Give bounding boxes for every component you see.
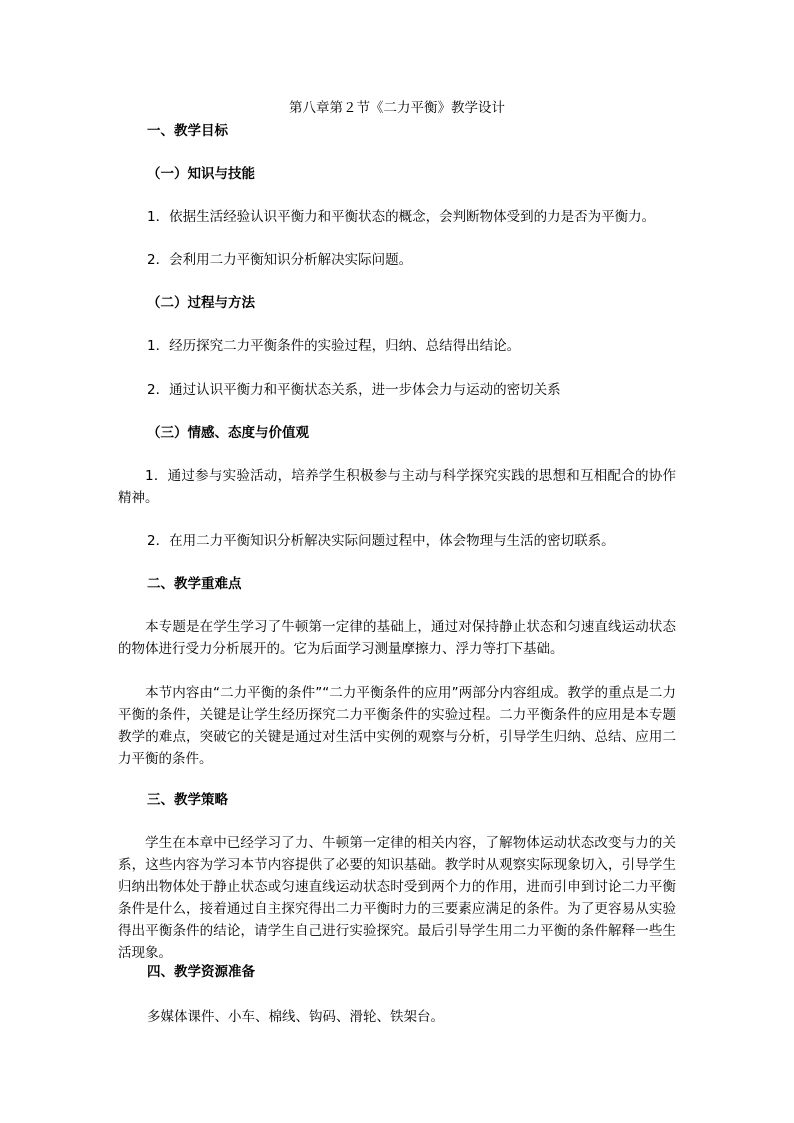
body-paragraph xyxy=(118,682,676,770)
objective-item-text: 1．通过参与实验活动，培养学生积极参与主动与科学探究实践的思想和互相配合的协作精神。 xyxy=(118,468,676,506)
section-heading-resources: 四、教学资源准备 xyxy=(147,964,255,980)
body-paragraph: 多媒体课件、小车、棉线、钩码、滑轮、铁架台。 xyxy=(147,1009,444,1025)
paragraph-text: 本专题是在学生学习了牛顿第一定律的基础上，通过对保持静止状态和匀速直线运动状态的物体进行受力分析展开的。它为后面学习测量摩擦力、浮力等打下基础。 xyxy=(118,619,676,657)
paragraph-text: 学生在本章中已经学习了力、牛顿第一定律的相关内容，了解物体运动状态改变与力的关系，这些内容为学习本节内容提供了必要的知识基础。教学时从观察实际现象切入，引导学生归纳出物体处于静止状态或匀速直线运动状态时受到两个力的作用，进而引申到讨论二力平衡条件是什么，接着通过自主探究得出二力平衡时力的三要素应满足的条件。为了更容易从实验得出平衡条件的结论，请学生自己进行实验探究。最后引导学生用二力平衡的条件解释一些生活现象。 xyxy=(118,835,676,961)
objective-item: 1．经历探究二力平衡条件的实验过程，归纳、总结得出结论。 xyxy=(147,338,521,354)
objective-item: 2．在用二力平衡知识分析解决实际问题过程中，体会物理与生活的密切联系。 xyxy=(147,533,615,549)
section-heading-strategy: 三、教学策略 xyxy=(147,792,228,808)
paragraph-text: 本节内容由“二力平衡的条件”“二力平衡条件的应用”两部分内容组成。教学的重点是二力平衡的条件，关键是让学生经历探究二力平衡条件的实验过程。二力平衡条件的应用是本专题教学的难点，突破它的关键是通过对生活中实例的观察与分析，引导学生归纳、总结、应用二力平衡的条件。 xyxy=(118,685,676,767)
objective-item: 2．通过认识平衡力和平衡状态关系，进一步体会力与运动的密切关系 xyxy=(147,382,561,398)
objective-item: 1．依据生活经验认识平衡力和平衡状态的概念，会判断物体受到的力是否为平衡力。 xyxy=(147,209,656,225)
section-heading-objectives: 一、教学目标 xyxy=(147,123,228,139)
body-paragraph xyxy=(118,832,676,964)
document-title: 第八章第２节《二力平衡》教学设计 xyxy=(289,100,505,116)
subsection-heading-knowledge-skills: （一）知识与技能 xyxy=(147,166,255,182)
body-paragraph xyxy=(118,616,676,660)
section-heading-key-points: 二、教学重难点 xyxy=(147,576,242,592)
objective-item: 2．会利用二力平衡知识分析解决实际问题。 xyxy=(147,252,413,268)
objective-item xyxy=(118,465,676,509)
subsection-heading-attitude-values: （三）情感、态度与价值观 xyxy=(147,425,309,441)
subsection-heading-process-method: （二）过程与方法 xyxy=(147,295,255,311)
